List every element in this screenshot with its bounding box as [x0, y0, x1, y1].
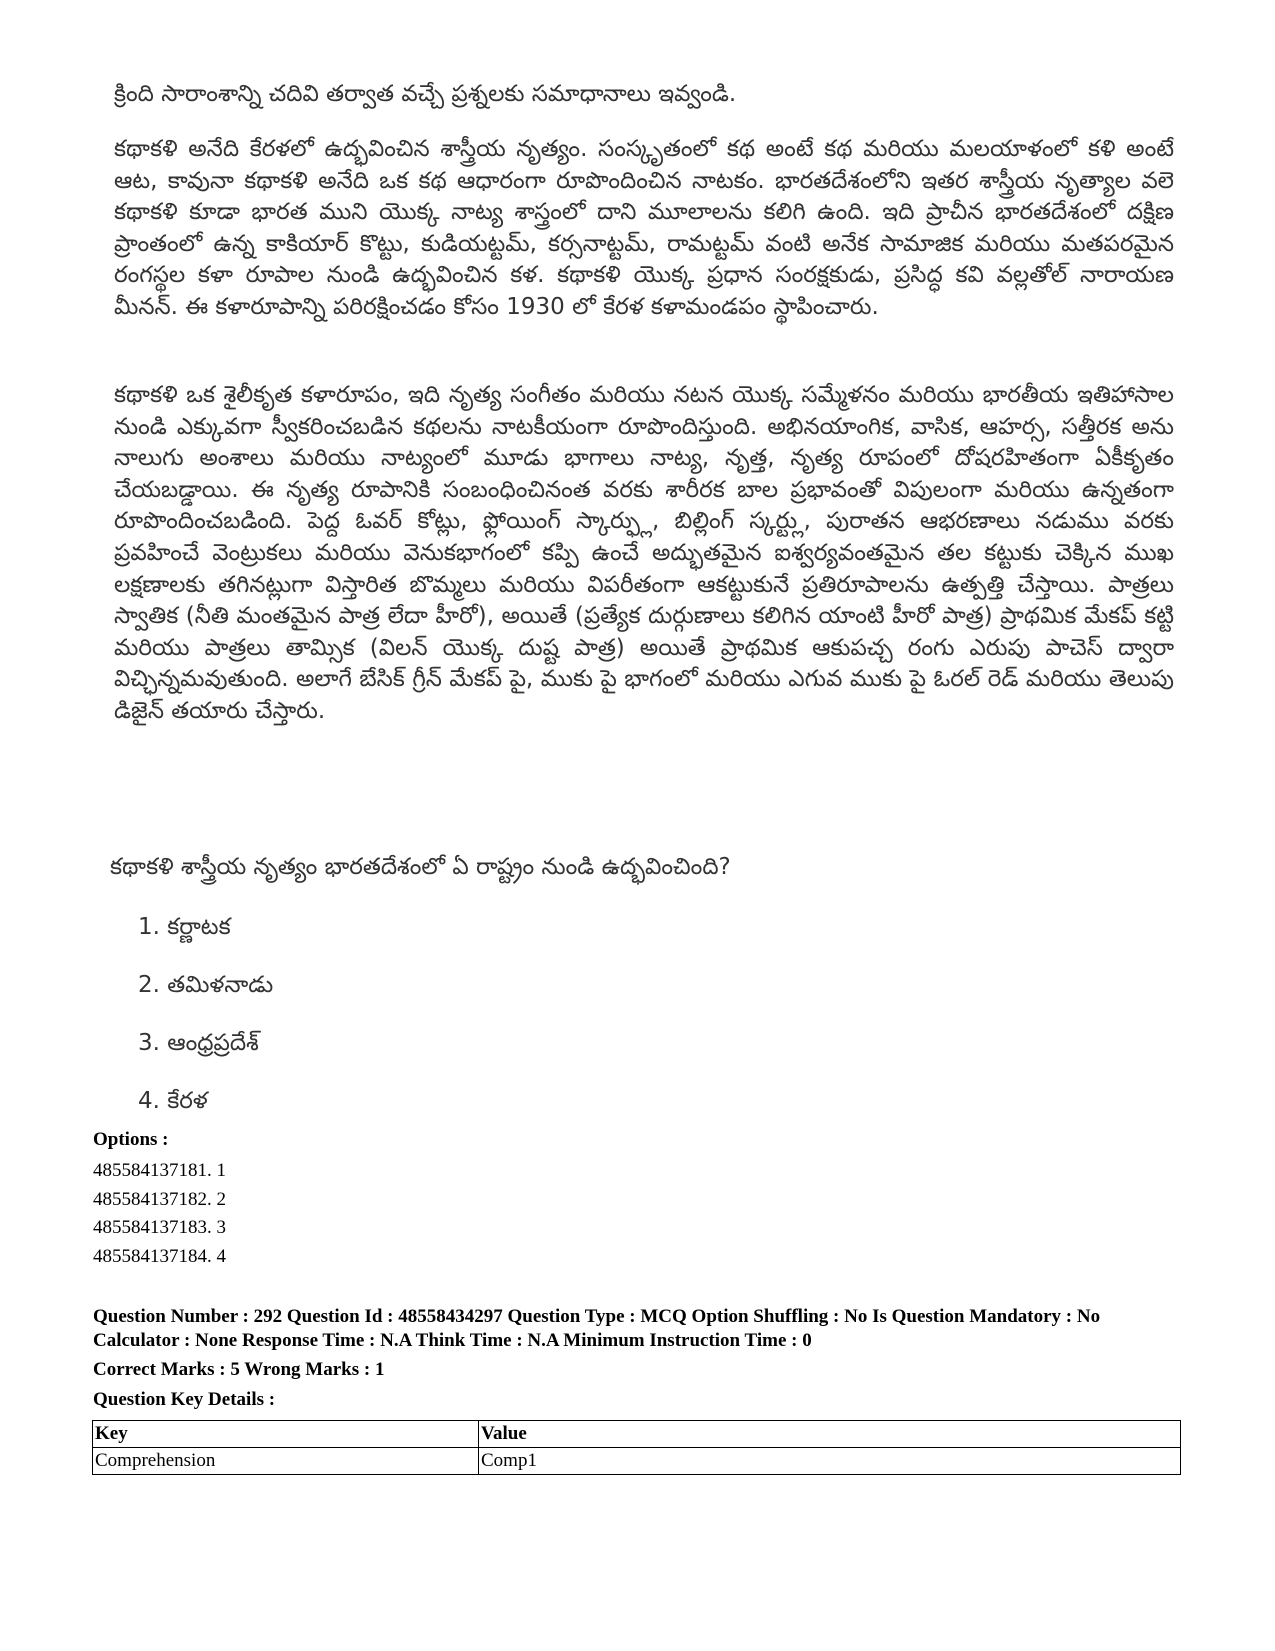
- instruction-text: క్రింది సారాంశాన్ని చదివి తర్వాత వచ్చే ప్రశ్నలకు సమాధానాలు ఇవ్వండి.: [114, 81, 737, 107]
- options-list: [93, 1158, 226, 1272]
- key-details-heading: Question Key Details :: [93, 1389, 276, 1410]
- table-cell-key: Comprehension: [93, 1448, 479, 1475]
- key-details-table: [92, 1420, 1181, 1475]
- choice-3: 3. ఆంధ్రప్రదేశ్: [138, 1030, 259, 1056]
- table-header-row: [93, 1421, 1181, 1448]
- options-heading: Options :: [93, 1129, 169, 1150]
- choice-2: 2. తమిళనాడు: [138, 972, 274, 998]
- option-id-1: 485584137181. 1: [93, 1160, 226, 1181]
- choice-1: 1. కర్ణాటక: [138, 914, 231, 940]
- question-text: కథాకళి శాస్త్రీయ నృత్యం భారతదేశంలో ఏ రాష్ట్రం నుండి ఉద్భవించింది?: [110, 854, 731, 880]
- table-cell-value: Comp1: [479, 1448, 1181, 1475]
- passage-paragraph-2: కథాకళి ఒక శైలీకృత కళారూపం, ఇది నృత్య సంగీతం మరియు నటన యొక్క సమ్మేళనం మరియు భారతీయ ఇతిహాసాల నుండి ఎక్కువగా స్వీకరించబడిన కథలను నాటకీయంగా రూపొందిస్తుంది. అభినయాంగిక, వాసిక, ఆహర్స, సత్తీరక అను నాలుగు అంశాలు మరియు నాట్యంలో మూడు భాగాలు నాట్య, నృత్త, నృత్య రూపంలో దోషరహితంగా ఏకీకృతం చేయబడ్డాయి. ఈ నృత్య రూపానికి సంబంధించినంత వరకు శారీరక బాల ప్రభావంతో విపులంగా మరియు ఉన్నతంగా రూపొందించబడింది. పెద్ద ఓవర్ కోట్లు, ఫ్లోయింగ్ స్కార్ఫ్లు, బిల్లింగ్ స్కర్ట్లు, పురాతన ఆభరణాలు నడుము వరకు ప్రవహించే వెంట్రుకలు మరియు వెనుకభాగంలో కప్పి ఉంచే అద్భుతమైన ఐశ్వర్యవంతమైన తల కట్టుకు చెక్కిన ముఖ లక్షణాలకు తగినట్లుగా విస్తారిత బొమ్మలు మరియు విపరీతంగా ఆకట్టుకునే ప్రతిరూపాలను ఉత్పత్తి చేస్తాయి. పాత్రలు స్వాతిక (నీతి మంతమైన పాత్ర లేదా హీరో), అయితే (ప్రత్యేక దుర్గుణాలు కలిగిన యాంటి హీరో పాత్ర) ప్రాథమిక మేకప్ కట్టి మరియు పాత్రలు తామ్సిక (విలన్ యొక్క దుష్ట పాత్ర) అయితే ప్రాథమిక ఆకుపచ్చ రంగు ఎరుపు పాచెస్ ద్వారా విచ్ఛిన్నమవుతుంది. అలాగే బేసిక్ గ్రీన్ మేకప్ పై, ముకు పై భాగంలో మరియు ఎగువ ముకు పై ఓరల్ రెడ్ మరియు తెలుపు డిజైన్ తయారు చేస్తారు.: [114, 382, 1174, 724]
- table-header-key: Key: [93, 1421, 479, 1448]
- question-metadata: Question Number : 292 Question Id : 48558434297 Question Type : MCQ Option Shuffling : No Is Question Mandatory : No Calculator : None Response Time : N.A Think Time : N.A Minimum Instruction Time : 0: [93, 1306, 1101, 1351]
- option-id-4: 485584137184. 4: [93, 1245, 226, 1267]
- table-header-value: Value: [479, 1421, 1181, 1448]
- table-row: [93, 1448, 1181, 1475]
- option-id-2: 485584137182. 2: [93, 1188, 226, 1210]
- marks-line: Correct Marks : 5 Wrong Marks : 1: [93, 1359, 385, 1380]
- choice-4: 4. కేరళ: [138, 1088, 208, 1114]
- passage-paragraph-1: కథాకళి అనేది కేరళలో ఉద్భవించిన శాస్త్రీయ నృత్యం. సంస్కృతంలో కథ అంటే కథ మరియు మలయాళంలో కళి అంటే ఆట, కావునా కథాకళి అనేది ఒక కథ ఆధారంగా రూపొందించిన నాటకం. భారతదేశంలోని ఇతర శాస్త్రీయ నృత్యాల వలె కథాకళి కూడా భారత ముని యొక్క నాట్య శాస్త్రంలో దాని మూలాలను కలిగి ఉంది. ఇది ప్రాచీన భారతదేశంలో దక్షిణ ప్రాంతంలో ఉన్న కాకియార్ కొట్టు, కుడియట్టమ్, కర్సనాట్టమ్, రామట్టమ్ వంటి అనేక సామాజిక మరియు మతపరమైన రంగస్థల కళా రూపాల నుండి ఉద్భవించిన కళ. కథాకళి యొక్క ప్రధాన సంరక్షకుడు, ప్రసిద్ధ కవి వల్లతోల్ నారాయణ మీనన్. ఈ కళారూపాన్ని పరిరక్షించడం కోసం 1930 లో కేరళ కళామండపం స్థాపించారు.: [114, 136, 1174, 320]
- answer-choices: [138, 910, 273, 1142]
- option-id-3: 485584137183. 3: [93, 1217, 226, 1238]
